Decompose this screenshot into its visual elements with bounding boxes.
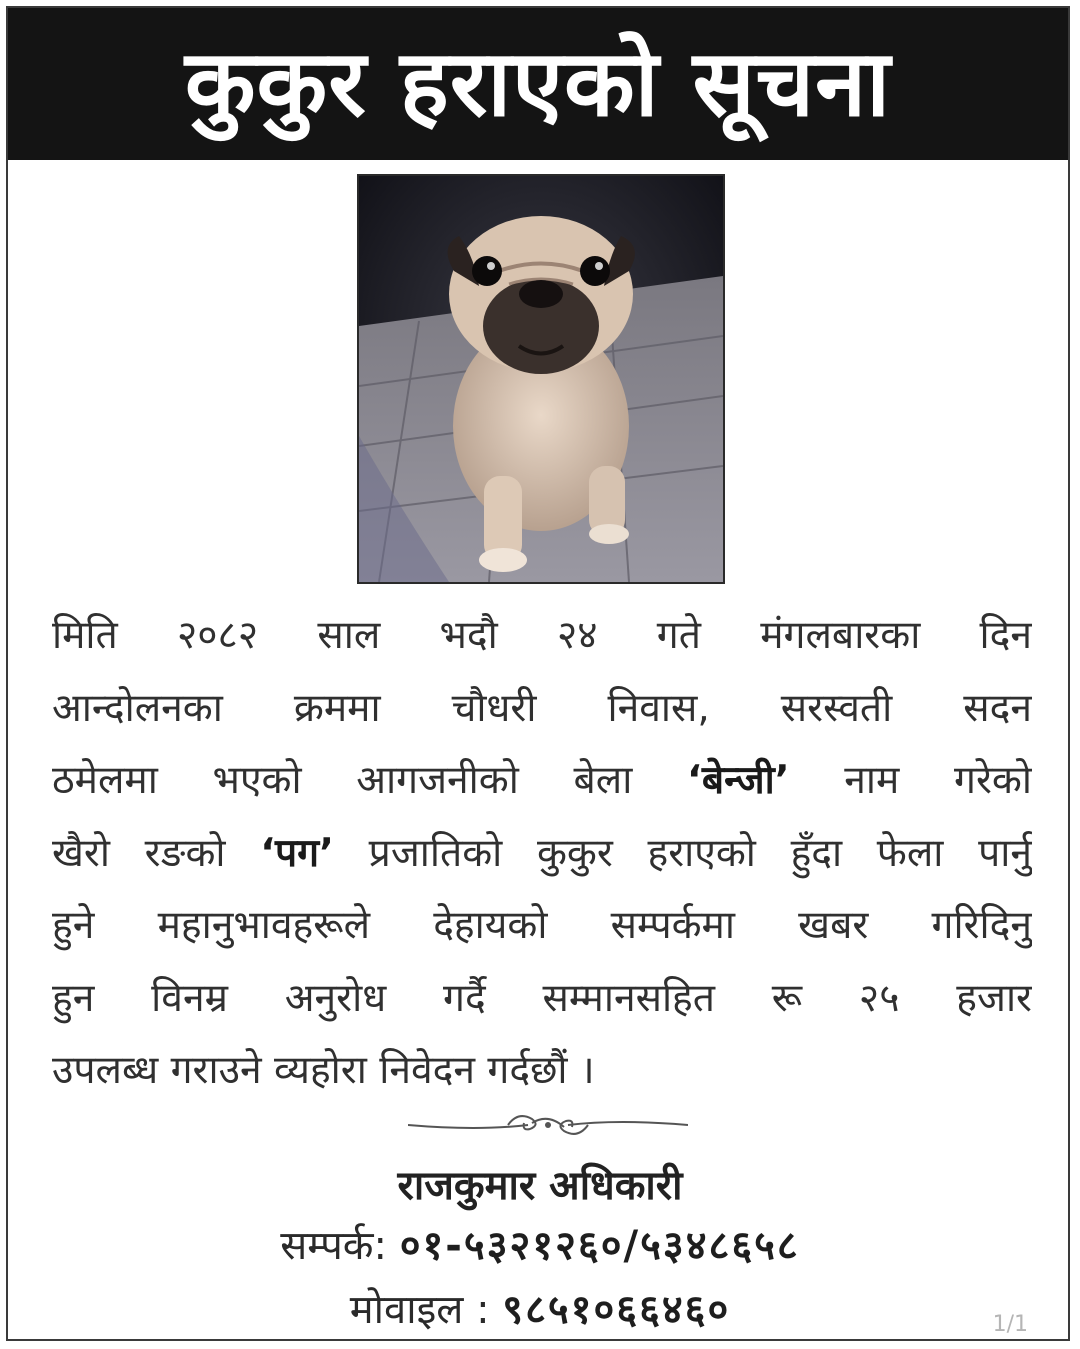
pug-dog-photo-icon — [359, 176, 723, 582]
headline-bar — [8, 8, 1068, 160]
notice-title: कुकुर हराएको सूचना — [184, 30, 892, 137]
signer-name: राजकुमार अधिकारी — [397, 1163, 683, 1209]
mobile-line — [8, 1278, 1072, 1342]
notice-text: मिति २०८२ साल भदौ २४ गते मंगलबारका दिन — [52, 613, 1032, 658]
contact-number: ०१-५३२१२६०/५३४८६५८ — [399, 1223, 800, 1269]
notice-text: ठमेलमा भएको आगजनीको बेला — [52, 758, 688, 803]
contact-label: सम्पर्क: — [280, 1223, 387, 1269]
notice-poster — [6, 6, 1070, 1341]
notice-text: हुन विनम्र अनुरोध गर्दै सम्मानसहित रू २५ हजार — [52, 975, 1032, 1021]
signature-block — [8, 1158, 1072, 1342]
notice-text: प्रजातिको कुकुर हराएको हुँदा फेला पार्नु — [333, 830, 1032, 876]
mobile-label: मोवाइल : — [349, 1287, 490, 1333]
divider-ornament-icon — [408, 1105, 688, 1145]
notice-line — [52, 963, 1032, 1036]
page-indicator: 1/1 — [992, 1312, 1028, 1337]
notice-body — [52, 600, 1032, 1108]
notice-line — [52, 890, 1032, 963]
notice-line — [52, 745, 1032, 818]
notice-text: खैरो रङको — [52, 830, 261, 876]
notice-text: हुने महानुभावहरूले देहायको सम्पर्कमा खबर गरिदिनु — [52, 903, 1032, 948]
notice-line — [52, 673, 1032, 746]
notice-line — [52, 1035, 1032, 1108]
dog-photo — [357, 174, 725, 584]
highlighted-text: ‘बेन्जी’ — [687, 758, 790, 803]
notice-text: उपलब्ध गराउने व्यहोरा निवेदन गर्दछौं । — [52, 1048, 595, 1093]
notice-line — [52, 600, 1032, 673]
contact-line — [8, 1214, 1072, 1278]
notice-text: आन्दोलनका क्रममा चौधरी निवास, सरस्वती सदन — [52, 685, 1032, 731]
mobile-number: ९८५१०६६४६० — [502, 1287, 731, 1333]
notice-text: नाम गरेको — [789, 758, 1032, 803]
notice-line — [52, 818, 1032, 891]
highlighted-text: ‘पग’ — [260, 830, 334, 876]
